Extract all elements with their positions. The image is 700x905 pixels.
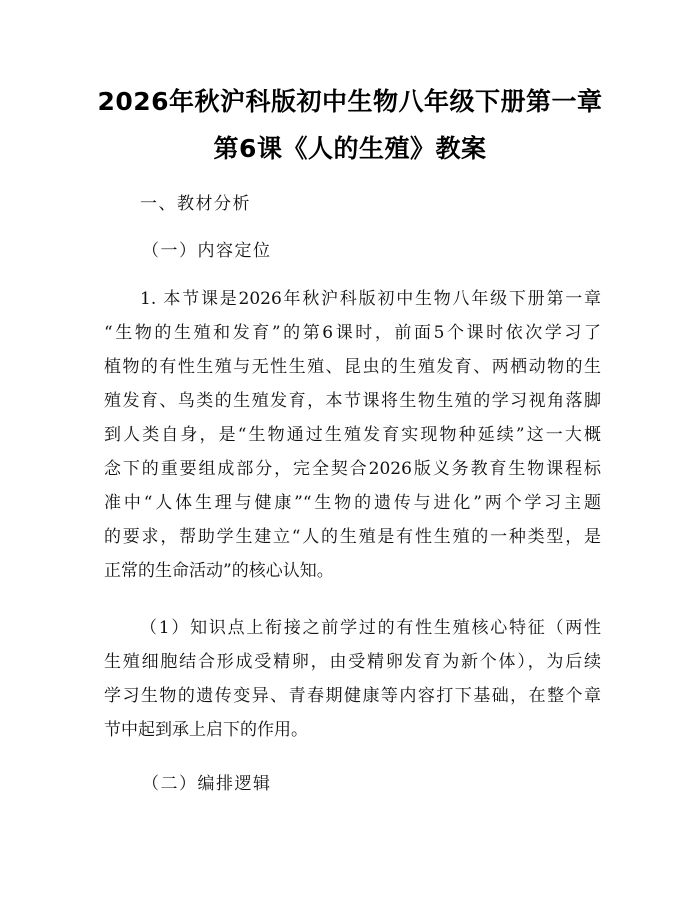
paragraph-line: 的要求，帮助学生建立“人的生殖是有性生殖的一种类型，是 — [104, 527, 601, 547]
subsection-heading-content-positioning: （一）内容定位 — [142, 241, 272, 261]
paragraph-line: 节中起到承上启下的作用。 — [104, 720, 308, 740]
paragraph-line: 生殖细胞结合形成受精卵，由受精卵发育为新个体），为后续 — [104, 652, 601, 672]
paragraph-line: “生物的生殖和发育”的第6课时，前面5个课时依次学习了 — [104, 323, 601, 343]
paragraph-line: 准中“人体生理与健康”“生物的遗传与进化”两个学习主题 — [104, 493, 601, 513]
paragraph-line: 植物的有性生殖与无性生殖、昆虫的生殖发育、两栖动物的生 — [104, 357, 601, 377]
subsection-heading-arrangement-logic: （二）编排逻辑 — [142, 774, 272, 794]
paragraph-line: 到人类自身，是“生物通过生殖发育实现物种延续”这一大概 — [104, 425, 601, 445]
document-title-line-1: 2026年秋沪科版初中生物八年级下册第一章 — [97, 87, 603, 116]
paragraph-line: （1）知识点上衔接之前学过的有性生殖核心特征（两性 — [140, 618, 601, 638]
paragraph-line: 正常的生命活动”的核心认知。 — [104, 561, 334, 581]
document-title-line-2: 第6课《人的生殖》教案 — [213, 134, 487, 163]
paragraph-content-positioning — [104, 282, 601, 588]
paragraph-line: 念下的重要组成部分，完全契合2026版义务教育生物课程标 — [104, 459, 601, 479]
paragraph-line: 学习生物的遗传变异、青春期健康等内容打下基础，在整个章 — [104, 686, 601, 706]
paragraph-line: 1. 本节课是2026年秋沪科版初中生物八年级下册第一章 — [140, 289, 601, 309]
paragraph-knowledge-connection — [104, 611, 601, 747]
section-heading-textbook-analysis: 一、教材分析 — [140, 194, 251, 214]
paragraph-line: 殖发育、鸟类的生殖发育，本节课将生物生殖的学习视角落脚 — [104, 391, 601, 411]
